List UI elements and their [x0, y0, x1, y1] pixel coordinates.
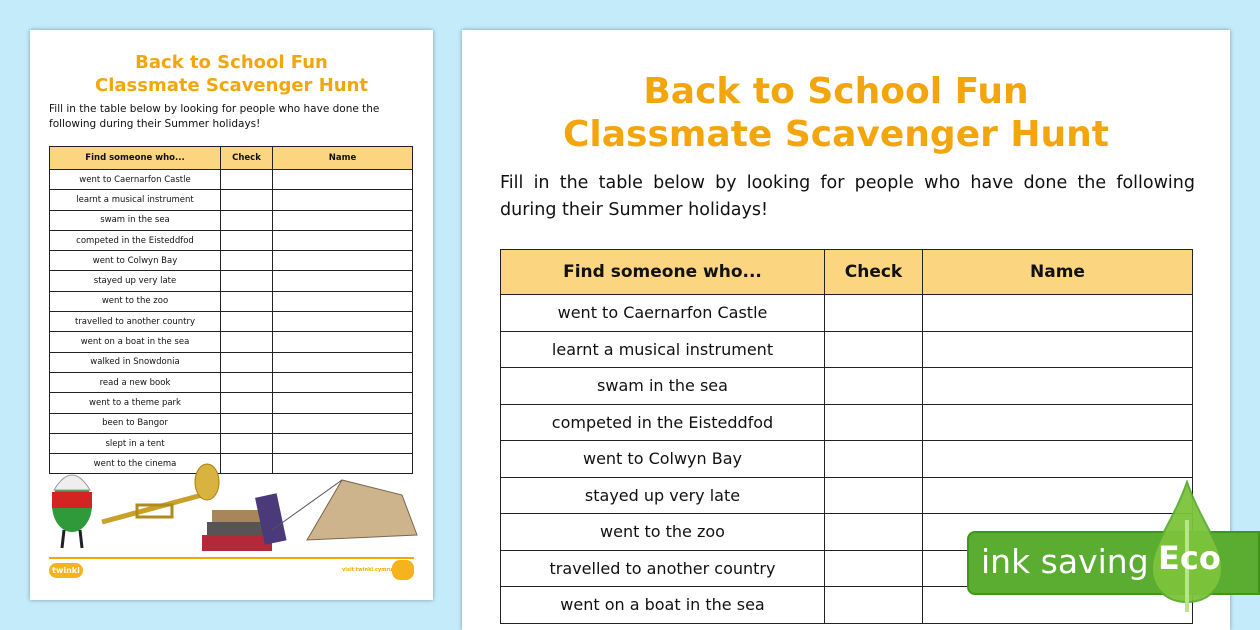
column-header: Name: [923, 250, 1193, 295]
worksheet-title: Back to School Fun Classmate Scavenger Hunt: [94, 52, 368, 96]
check-cell[interactable]: [221, 372, 273, 392]
check-cell[interactable]: [221, 332, 273, 352]
activity-cell: went to the zoo: [50, 291, 221, 311]
check-cell[interactable]: [221, 271, 273, 291]
check-cell[interactable]: [221, 291, 273, 311]
table-row: [50, 413, 413, 433]
check-cell[interactable]: [221, 393, 273, 413]
activity-cell: went to the cinema: [50, 454, 221, 474]
name-cell[interactable]: [273, 190, 413, 210]
name-cell[interactable]: [923, 441, 1193, 478]
table-row: [50, 291, 413, 311]
table-row: [50, 251, 413, 271]
activity-cell: went on a boat in the sea: [501, 587, 825, 624]
check-cell[interactable]: [221, 170, 273, 190]
name-cell[interactable]: [273, 352, 413, 372]
check-cell[interactable]: [825, 295, 923, 332]
table-row: [501, 295, 1193, 332]
instructions: Fill in the table below by looking for people who have done the following during their Summer holidays!: [49, 103, 380, 130]
activity-cell: swam in the sea: [50, 210, 221, 230]
name-cell[interactable]: [273, 230, 413, 250]
site-link: visit twinkl.cymru: [342, 567, 393, 573]
activity-cell: learnt a musical instrument: [501, 331, 825, 368]
column-header: Find someone who...: [501, 250, 825, 295]
check-cell[interactable]: [825, 331, 923, 368]
badge-logo: [392, 560, 414, 580]
name-cell[interactable]: [273, 372, 413, 392]
activity-cell: been to Bangor: [50, 413, 221, 433]
name-cell[interactable]: [273, 433, 413, 453]
name-cell[interactable]: [273, 170, 413, 190]
check-cell[interactable]: [221, 312, 273, 332]
activity-cell: went to Caernarfon Castle: [50, 170, 221, 190]
table-row: [50, 372, 413, 392]
table-row: [50, 393, 413, 413]
check-cell[interactable]: [825, 441, 923, 478]
name-cell[interactable]: [273, 291, 413, 311]
twinkl-logo: twinkl: [49, 563, 83, 578]
activity-cell: slept in a tent: [50, 433, 221, 453]
check-cell[interactable]: [221, 251, 273, 271]
check-cell[interactable]: [221, 413, 273, 433]
check-cell[interactable]: [221, 210, 273, 230]
name-cell[interactable]: [273, 271, 413, 291]
name-cell[interactable]: [923, 404, 1193, 441]
table-row: [50, 190, 413, 210]
table-row: [50, 312, 413, 332]
table-row: [501, 368, 1193, 405]
check-cell[interactable]: [221, 433, 273, 453]
eco-label: ink saving: [981, 542, 1149, 581]
footer-divider: [49, 557, 414, 559]
trumpet-icon: [102, 464, 219, 522]
check-cell[interactable]: [825, 477, 923, 514]
activity-cell: travelled to another country: [50, 312, 221, 332]
name-cell[interactable]: [273, 251, 413, 271]
check-cell[interactable]: [825, 368, 923, 405]
column-header: Check: [221, 147, 273, 170]
activity-cell: went to Caernarfon Castle: [501, 295, 825, 332]
activity-cell: went on a boat in the sea: [50, 332, 221, 352]
activity-cell: travelled to another country: [501, 550, 825, 587]
table-row: [50, 170, 413, 190]
name-cell[interactable]: [273, 210, 413, 230]
worksheet-title: Back to School Fun Classmate Scavenger Hunt: [562, 71, 1109, 155]
tent-icon: [272, 480, 417, 540]
name-cell[interactable]: [923, 368, 1193, 405]
table-row: [50, 433, 413, 453]
table-row: [501, 331, 1193, 368]
activity-cell: competed in the Eisteddfod: [501, 404, 825, 441]
activity-cell: stayed up very late: [501, 477, 825, 514]
activity-cell: stayed up very late: [50, 271, 221, 291]
eco-word: Eco: [1158, 539, 1221, 577]
check-cell[interactable]: [825, 514, 923, 551]
table-row: [501, 404, 1193, 441]
activity-cell: went to a theme park: [50, 393, 221, 413]
instructions: Fill in the table below by looking for people who have done the following during their Summer holidays!: [500, 173, 1195, 220]
check-cell[interactable]: [221, 230, 273, 250]
mascot-icon: [52, 475, 92, 548]
name-cell[interactable]: [923, 331, 1193, 368]
activity-cell: swam in the sea: [501, 368, 825, 405]
activity-cell: walked in Snowdonia: [50, 352, 221, 372]
table-row: [50, 332, 413, 352]
check-cell[interactable]: [221, 352, 273, 372]
activity-cell: went to the zoo: [501, 514, 825, 551]
check-cell[interactable]: [221, 190, 273, 210]
table-row: [50, 230, 413, 250]
table-row: [50, 271, 413, 291]
name-cell[interactable]: [273, 413, 413, 433]
check-cell[interactable]: [825, 587, 923, 624]
activity-cell: read a new book: [50, 372, 221, 392]
column-header: Check: [825, 250, 923, 295]
illustrations: [42, 460, 422, 555]
activity-cell: competed in the Eisteddfod: [50, 230, 221, 250]
activity-cell: learnt a musical instrument: [50, 190, 221, 210]
name-cell[interactable]: [273, 332, 413, 352]
activity-cell: went to Colwyn Bay: [501, 441, 825, 478]
table-row: [50, 210, 413, 230]
activity-cell: went to Colwyn Bay: [50, 251, 221, 271]
name-cell[interactable]: [273, 393, 413, 413]
column-header: Find someone who...: [50, 147, 221, 170]
name-cell[interactable]: [923, 295, 1193, 332]
scavenger-table: [49, 146, 413, 474]
name-cell[interactable]: [273, 312, 413, 332]
worksheet-thumbnail[interactable]: [30, 30, 433, 600]
check-cell[interactable]: [825, 550, 923, 587]
table-row: [501, 441, 1193, 478]
table-row: [501, 477, 1193, 514]
table-row: [50, 352, 413, 372]
column-header: Name: [273, 147, 413, 170]
books-icon: [202, 493, 287, 551]
check-cell[interactable]: [825, 404, 923, 441]
